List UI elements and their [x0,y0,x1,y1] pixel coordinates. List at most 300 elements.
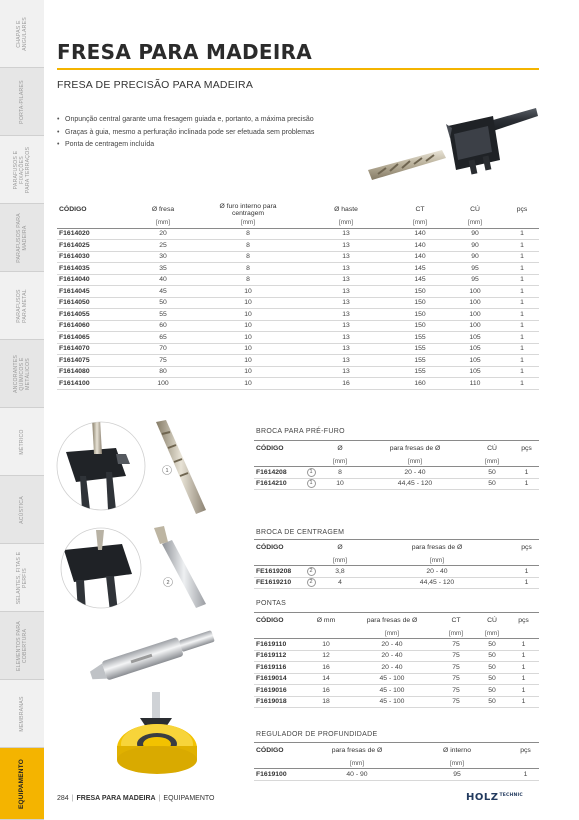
table-cell: 65 [127,332,199,344]
table-cell: 10 [304,639,348,651]
table-cell: 35 [127,263,199,275]
side-tab-label: EQUIPAMENTO [18,758,25,809]
product-code: F1614080 [57,366,127,378]
table-cell: 70 [127,343,199,355]
table-cell: 100 [127,378,199,390]
unit-cell [514,457,539,467]
col-header-ct: CT [415,206,425,214]
unit-cell [508,629,539,639]
table-cell: 13 [297,366,395,378]
table-cell: 25 [127,240,199,252]
table-cell: 155 [395,355,445,367]
unit-cell: [mm] [297,218,395,228]
col-header-diam-mm: Ø mm [304,613,348,629]
col-header-diam-fresa: Ø fresa [151,206,175,214]
table-cell: 1 [514,467,539,479]
col-header-para-fresas: para fresas de Ø [360,540,514,556]
forstner-bit-image [368,104,538,196]
col-header-codigo: CÓDIGO [254,613,304,629]
col-header-codigo: CÓDIGO [254,743,312,759]
table-cell: 100 [445,309,505,321]
table-row [57,297,539,309]
unit-cell [302,457,320,467]
product-code: F1614070 [57,343,127,355]
table-row [254,478,539,490]
unit-cell: [mm] [360,457,470,467]
unit-cell: [mm] [395,218,445,228]
product-code: F1614020 [57,228,127,240]
table-cell: 55 [127,309,199,321]
table-row [254,769,539,781]
table-cell: 50 [476,673,508,685]
col-header-diam: Ø [320,540,360,556]
table-cell: 13 [297,343,395,355]
side-tab-ancorantes[interactable] [0,340,44,408]
centragem-table [254,539,539,589]
table-cell: 1 [505,309,539,321]
unit-cell: [mm] [320,556,360,566]
table-row [254,662,539,674]
table-cell [302,566,320,578]
table-row [254,467,539,479]
table-cell: 30 [127,251,199,263]
main-table-body [57,228,539,389]
table-cell: 110 [445,378,505,390]
table-cell: 4 [320,577,360,589]
table-cell: 75 [436,639,476,651]
col-header-diam-interno: Ø interno [402,743,512,759]
table-cell: 105 [445,355,505,367]
col-header-para-fresas: para fresas de Ø [348,613,436,629]
product-code: F1619116 [254,662,304,674]
table-cell: 1 [505,355,539,367]
table-cell: 1 [505,366,539,378]
table-cell: 1 [508,696,539,708]
table-cell: 20 - 40 [360,566,514,578]
table-cell: 75 [436,685,476,697]
side-tab-label: ELEMENTOS PARA COBERTURA [16,620,28,671]
side-tab-label: PARAFUSOS PARA MADEIRA [16,212,28,263]
side-tab-equipamento[interactable] [0,748,44,820]
product-code: F1619112 [254,650,304,662]
table-cell: 1 [505,320,539,332]
table-cell: 100 [445,286,505,298]
table-row [57,378,539,390]
table-cell: 105 [445,366,505,378]
table-cell: 105 [445,332,505,344]
side-tab-label: ANCORANTES QUÍMICOS E METÁLICOS [13,354,31,393]
broca-table-body [254,467,539,490]
table-cell: 1 [505,343,539,355]
table-cell: 13 [297,320,395,332]
product-code: F1619014 [254,673,304,685]
table-row [254,577,539,589]
col-header-codigo: CÓDIGO [254,441,302,457]
table-cell: 10 [199,343,297,355]
brand-logo [466,792,523,803]
table-row [57,240,539,252]
table-cell: 20 [127,228,199,240]
col-header-codigo: CÓDIGO [254,540,302,556]
table-cell: 1 [505,251,539,263]
unit-cell [302,556,320,566]
pontas-table-body [254,639,539,708]
table-cell: 16 [297,378,395,390]
table-row [57,274,539,286]
table-cell: 8 [199,240,297,252]
table-cell: 75 [127,355,199,367]
table-cell: 90 [445,240,505,252]
page-footer: 284 | FRESA PARA MADEIRA | EQUIPAMENTO [57,795,215,802]
col-header-para-fresas: para fresas de Ø [312,743,402,759]
unit-cell: [mm] [348,629,436,639]
table-cell: 1 [508,685,539,697]
table-cell: 95 [445,263,505,275]
product-code: F1619100 [254,769,312,781]
unit-cell [505,218,539,228]
table-cell: 1 [505,240,539,252]
table-cell: 40 - 90 [312,769,402,781]
table-cell: 50 [476,685,508,697]
product-code: F1614030 [57,251,127,263]
table-cell: 45 - 100 [348,673,436,685]
table-cell: 1 [514,478,539,490]
table-cell: 44,45 - 120 [360,577,514,589]
col-header-diam-haste: Ø haste [334,206,358,214]
table-cell: 1 [508,639,539,651]
regulador-table [254,742,539,781]
unit-cell [514,556,539,566]
unit-cell [254,457,302,467]
product-code: F1614065 [57,332,127,344]
table-cell: 13 [297,286,395,298]
table-cell: 8 [199,274,297,286]
table-cell: 95 [445,274,505,286]
table-cell: 16 [304,685,348,697]
table-cell: 14 [304,673,348,685]
table-cell: 10 [199,355,297,367]
section-title-regulador: REGULADOR DE PROFUNDIDADE [256,731,378,738]
table-cell: 50 [476,639,508,651]
category-sidebar [0,0,44,820]
side-tab-label: PARAFUSOS E FIXAÇÕES PARA TERRAÇOS [13,146,31,193]
table-cell: 1 [505,378,539,390]
product-code: F1614045 [57,286,127,298]
table-cell: 8 [199,263,297,275]
table-cell: 45 [127,286,199,298]
table-row [254,685,539,697]
table-cell: 90 [445,228,505,240]
table-cell: 13 [297,251,395,263]
table-cell: 1 [505,297,539,309]
table-cell: 100 [445,320,505,332]
table-cell: 1 [508,650,539,662]
side-tab-label: PORTA-PILARES [19,79,25,124]
table-row [57,320,539,332]
side-tab-chapas[interactable] [0,0,44,68]
col-header-codigo: CÓDIGO [59,206,87,214]
table-cell: 150 [395,286,445,298]
table-cell: 1 [512,769,539,781]
table-cell: 155 [395,343,445,355]
footer-category: EQUIPAMENTO [163,795,215,802]
table-cell: 100 [445,297,505,309]
side-tab-parafusos-metal[interactable] [0,272,44,340]
col-header-diam: Ø [320,441,360,457]
side-tab-metrico[interactable] [0,408,44,476]
side-tab-membranas[interactable] [0,680,44,748]
product-code: F1614208 [254,467,302,479]
product-code: F1619016 [254,685,304,697]
unit-cell [254,629,304,639]
centering-bit-image [56,526,236,626]
table-cell: 50 [127,297,199,309]
col-header-ref [302,540,320,556]
table-row [57,228,539,240]
table-row [57,343,539,355]
unit-cell: [mm] [127,218,199,228]
reference-badge: 1 [307,479,316,488]
table-cell: 50 [476,650,508,662]
table-row [254,639,539,651]
image-badge-2: 2 [166,580,170,586]
table-cell: 75 [436,696,476,708]
product-code: F1614100 [57,378,127,390]
table-cell: 1 [505,263,539,275]
table-cell: 1 [505,332,539,344]
table-row [254,696,539,708]
table-cell [302,478,320,490]
title-divider [57,68,539,70]
table-cell: 10 [199,297,297,309]
pontas-table [254,612,539,708]
unit-cell [304,629,348,639]
table-cell: 3,8 [320,566,360,578]
feature-list [57,114,377,152]
table-cell: 95 [402,769,512,781]
table-cell: 45 - 100 [348,696,436,708]
page-title: FRESA PARA MADEIRA [57,40,313,64]
unit-cell: [mm] [320,457,360,467]
unit-cell: [mm] [312,759,402,769]
side-tab-acustica[interactable] [0,476,44,544]
page-number: 284 [57,795,69,802]
table-cell [302,577,320,589]
side-tab-parafusos-madeira[interactable] [0,204,44,272]
table-cell: 13 [297,355,395,367]
col-header-cu: CÚ [476,613,508,629]
table-row [57,366,539,378]
product-code: F1614025 [57,240,127,252]
broca-table [254,440,539,490]
table-cell: 13 [297,263,395,275]
col-header-pcs: pçs [514,540,539,556]
col-header-pcs: pçs [512,743,539,759]
side-tab-parafusos-terracos[interactable] [0,136,44,204]
footer-section: FRESA PARA MADEIRA [76,795,156,802]
table-cell: 140 [395,240,445,252]
table-cell: 20 - 40 [348,639,436,651]
table-cell: 13 [297,274,395,286]
table-cell: 20 - 40 [348,662,436,674]
table-cell: 8 [199,251,297,263]
centragem-table-body [254,566,539,589]
side-tab-selantes[interactable] [0,544,44,612]
table-cell: 10 [199,309,297,321]
feature-item: • Onpunção central garante uma fresagem guiada e, portanto, a máxima precisão [57,114,377,127]
table-cell: 10 [199,286,297,298]
table-cell: 150 [395,309,445,321]
product-code: F1614055 [57,309,127,321]
product-code: F1614060 [57,320,127,332]
side-tab-label: CHAPAS E ANGULARES [16,16,28,51]
tip-image [84,625,224,685]
col-header-para-fresas: para fresas de Ø [360,441,470,457]
unit-cell: [mm] [360,556,514,566]
unit-cell [57,218,127,228]
product-code: F1614210 [254,478,302,490]
feature-item: • Graças à guia, mesmo a perfuração inclinada pode ser efetuada sem problemas [57,127,377,140]
table-cell: 145 [395,263,445,275]
reference-badge: 2 [307,567,316,576]
table-cell: 75 [436,662,476,674]
product-code: F1614040 [57,274,127,286]
table-cell: 10 [199,366,297,378]
table-cell: 16 [304,662,348,674]
section-title-pontas: PONTAS [256,600,287,607]
col-header-pcs: pçs [508,613,539,629]
col-header-cu: CÚ [470,441,514,457]
unit-cell [254,556,302,566]
pre-drill-image [56,418,236,518]
table-cell: 60 [127,320,199,332]
table-cell: 10 [199,378,297,390]
unit-cell: [mm] [476,629,508,639]
table-cell: 105 [445,343,505,355]
table-cell: 13 [297,297,395,309]
table-cell: 50 [470,467,514,479]
table-cell: 8 [199,228,297,240]
table-cell: 155 [395,366,445,378]
table-cell: 13 [297,332,395,344]
table-cell: 50 [476,696,508,708]
unit-cell [512,759,539,769]
col-header-pcs: pçs [514,441,539,457]
side-tab-label: MEMBRANAS [19,695,25,732]
unit-cell: [mm] [436,629,476,639]
table-cell: 90 [445,251,505,263]
table-cell: 140 [395,251,445,263]
regulador-table-body [254,769,539,781]
table-cell: 1 [508,673,539,685]
table-cell: 1 [505,228,539,240]
table-cell: 20 - 40 [360,467,470,479]
unit-cell: [mm] [470,457,514,467]
table-cell: 20 - 40 [348,650,436,662]
table-cell: 1 [514,577,539,589]
table-row [254,650,539,662]
brand-logo-sub: TECHNIC [499,793,523,798]
table-cell: 80 [127,366,199,378]
table-cell: 155 [395,332,445,344]
product-code: F1614035 [57,263,127,275]
table-cell: 1 [505,286,539,298]
table-cell: 8 [320,467,360,479]
table-cell: 160 [395,378,445,390]
table-row [57,286,539,298]
table-row [57,332,539,344]
product-code: FE1619210 [254,577,302,589]
unit-cell: [mm] [445,218,505,228]
side-tab-cobertura[interactable] [0,612,44,680]
table-cell: 40 [127,274,199,286]
table-cell: 44,45 - 120 [360,478,470,490]
product-code: F1614075 [57,355,127,367]
table-cell: 1 [514,566,539,578]
table-cell: 10 [199,332,297,344]
table-cell: 50 [470,478,514,490]
table-cell: 13 [297,228,395,240]
table-cell: 18 [304,696,348,708]
product-code: F1614050 [57,297,127,309]
table-row [57,309,539,321]
table-row [57,263,539,275]
side-tab-label: ACÚSTICA [19,495,25,524]
page-subtitle: FRESA DE PRECISÃO PARA MADEIRA [57,79,254,91]
table-cell: 145 [395,274,445,286]
product-code: F1619018 [254,696,304,708]
brand-logo-main: HOLZ [466,792,499,803]
product-code: F1619110 [254,639,304,651]
side-tab-label: PARAFUSOS PARA METAL [16,288,28,323]
table-cell: 1 [508,662,539,674]
col-header-ct: CT [436,613,476,629]
feature-item: • Ponta de centragem incluída [57,139,377,152]
image-badge-1: 1 [165,468,169,474]
unit-cell [254,759,312,769]
depth-regulator-image [114,688,200,782]
section-title-broca: BROCA PARA PRÉ-FURO [256,428,345,435]
table-cell: 75 [436,673,476,685]
table-cell: 45 - 100 [348,685,436,697]
table-row [254,673,539,685]
table-cell: 13 [297,309,395,321]
table-row [254,566,539,578]
main-product-table [57,202,539,390]
product-code: FE1619208 [254,566,302,578]
table-cell: 10 [199,320,297,332]
reference-badge: 1 [307,468,316,477]
table-cell [302,467,320,479]
section-title-centragem: BROCA DE CENTRAGEM [256,529,345,536]
table-cell: 1 [505,274,539,286]
side-tab-label: MÉTRICO [19,428,25,455]
col-header-pcs: pçs [516,206,528,214]
table-cell: 150 [395,320,445,332]
table-cell: 50 [476,662,508,674]
col-header-cu: CÚ [470,206,480,214]
unit-cell: [mm] [402,759,512,769]
col-header-diam-furo: Ø furo interno para centragem [219,202,277,217]
side-tab-porta-pilares[interactable] [0,68,44,136]
side-tab-label: SELANTES, FITAS E PERFIS [16,551,28,604]
table-row [57,251,539,263]
table-cell: 12 [304,650,348,662]
col-header-ref [302,441,320,457]
reference-badge: 2 [307,578,316,587]
table-row [57,355,539,367]
unit-cell: [mm] [199,218,297,228]
